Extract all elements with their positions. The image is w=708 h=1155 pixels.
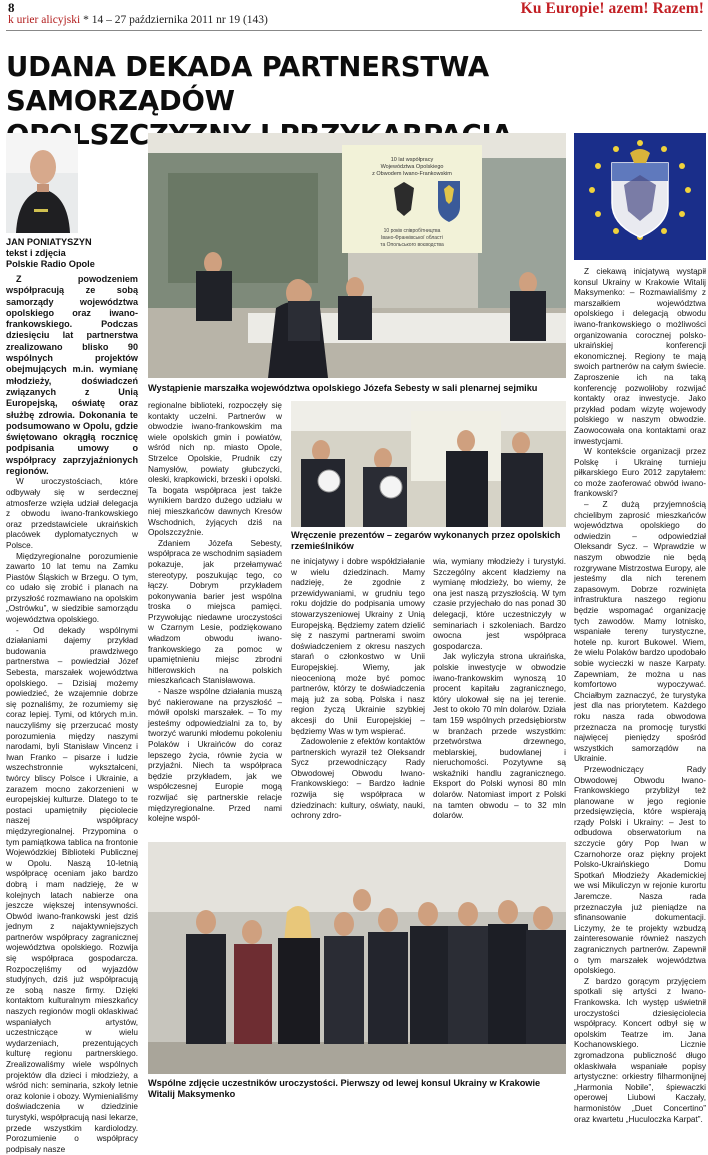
- author-byline: [6, 237, 95, 270]
- article-lead: Z powodzeniem współpracują ze sobą samorządy województwa opolskiego oraz iwano-frankowskiego. Podczas dziesięciu lat partnerstwa zrealizowano blisko 90 wspólnych projektów obejmujących m.in. wymianę młodzieży, doświadczeń związanych z Unią Europejską, oświatę oraz służbę zdrowia. Dokonania te podsumowano w Opolu, gdzie świętowano okrągłą rocznicę podpisania umowy o współpracy zaprzyjaźnionych regionów.: [6, 274, 138, 477]
- paper-name: k urier alicyjski: [8, 14, 81, 26]
- banner-text-3: z Obwodem Iwano-Frankowskim: [372, 171, 452, 177]
- article-column-2: [148, 401, 282, 838]
- paragraph: W kontekście organizacji przez Polskę i Ukrainę turnieju piłkarskiego Euro 2012 zapytałem: co może zaoferować obwód iwano-frankowski?: [574, 447, 706, 499]
- headline-line-2: OPOLSZCZYZNY: [6, 119, 251, 151]
- paragraph: – Z dużą przyjemnością chcielibym zaprosić mieszkańców województwa opolskiego do odwiedzin – odpowiedział Oleksandr Sycz. – Wprawdzie w naszym obwodzie nie będą rozgrywane Mistrzostwa Europy, ale jesteśmy dla nich terenem zapasowym. Dobrze rozwinięta infrastruktura naszego regionu będzie wspomagać organizację tych zawodów. Mamy lotnisko, wspaniałe tereny turystyczne, hotele np. kurort Bukowel. Wiem, że wielu Polaków bardzo upodobało sobie wycieczki w nasze Karpaty. Zapewniam, że można u nas komfortowo wypoczywać. Chciałbym zaznaczyć, że turystyka jest dla nas priorytetem. Każdego roku nasza rada obwodowa przeznacza na promocję turystki najwięcej pieniędzy spośród wszystkich samorządów na Ukrainie.: [574, 500, 706, 764]
- author-portrait: [6, 133, 78, 233]
- author-name: JAN PONIATYSZYN: [6, 237, 92, 247]
- banner-text-5: Івано-Франківської області: [381, 235, 443, 241]
- paper-masthead: [8, 14, 268, 26]
- paragraph: - Od dekady wspólnymi działaniami dajemy przykład budowania prawdziwego partnerstwa – powiedział Józef Sebesta, marszałek województwa opolskiego. – Dzisiaj możemy powiedzieć, że wzajemnie dobrze się poznaliśmy, że rozumiemy się coraz lepiej. Tymi, od których m.in. nauczyliśmy się przerzucać mosty porozumienia między naszymi narodami, byli Stanisław Vincenz i Iwan Franko – pisarze i ludzie wszechstronnie wykształceni, twórcy bliscy Polsce i Ukrainie, a zarazem mocno zakorzenieni w europejskiej kulturze. Dlatego to te postaci upamiętniły pięciolecie naszej współpracy międzyregionalnej. Przypomina o tym pamiątkowa tablica na frontonie Wojewódzkiej Biblioteki Publicznej w Opolu. Naszą 10-letnią współpracę oceniam jako bardzo dobrą i mam nadzieję, że w kolejnych latach nabierze ona jeszcze większej intensywności. Obwód iwano-frankowski jest dziś jednym z najaktywniejszych partnerów współpracy zagranicznej województwa opolskiego. Rozwija się współpraca gospodarcza. Rozpoczęliśmy od wyjazdów studyjnych, dziś już współpracują ze sobą nasze firmy. Dzięki kontaktom kulturalnym mieszkańcy naszych regionów mogli oklaskiwać wspaniałych artystów, uczestniczące w wielu wydarzeniach, prezentujących kulturę regionu partnerskiego. Zrealizowaliśmy wiele wspólnych projektów dla dzieci i młodzieży, a wśród nich: seminaria, szkoły letnie oraz kolonie i obozy. Wymienialiśmy doświadczenia w dziedzinie turystyki, współpracują nasi lekarze, przede wszystkim kardiolodzy. Porozumienie o współpracy podpisały nasze: [6, 625, 138, 1154]
- section-slogan: Ku Europie! azem! Razem!: [520, 0, 704, 17]
- article-column-3: [291, 557, 425, 838]
- caption-group: Wspólne zdjęcie uczestników uroczystości. Pierwszy od lewej konsul Ukrainy w Krakowie Witalij Maksymenko: [148, 1078, 541, 1099]
- page-number: 8: [8, 0, 15, 15]
- paragraph: Z bardzo gorącym przyjęciem spotkali się artyści z Iwano-Frankowska. Ich występ uświetnił uroczystości dziesięciolecia współpracy. Koncert odbył się w opolskim Teatrze im. Jana Kochanowskiego. Licznie zgromadzona publiczność długo oklaskiwała wspaniałe popisy artystyczne: orkiestry filharmonijnej „Harmonia Nobile”, śpiewaczki operowej Liubowi Kaczały, harmonistów „Duet Concertino” oraz kwartetu „Huculoczka Karpat”.: [574, 976, 706, 1124]
- article-column-1: [6, 274, 138, 1154]
- paragraph: W uroczystościach, które odbywały się w serdecznej atmosferze wzięła udział delegacja z obwodu iwano-frankowskiego oraz przedstawiciele ukraińskich placówek dyplomatycznych w Polsce.: [6, 477, 138, 550]
- page-header: [0, 0, 708, 30]
- header-divider: [6, 30, 702, 31]
- paragraph: Z ciekawą inicjatywą wystąpił konsul Ukrainy w Krakowie Witalij Maksymenko: – Rozmawialiśmy z marszałkiem województwa opolskiego i delegacją obwodu iwano-frankowskiego o możliwości organizowania corocznej polsko-ukraińskiej konferencji ekonomicznej. Regiony te mają swoich partnerów na całym świecie. Zaproszenie ich na taką konferencję pozwoliłoby rozwijać kontakty oraz inwestycje. Jako przykład podam wizytę wojewody polskiego w naszym obwodzie. Zaowocowała ona kontaktami oraz inwestycjami.: [574, 267, 706, 446]
- article-column-4: [433, 557, 566, 838]
- banner-text-1: 10 lat współpracy: [390, 157, 434, 163]
- caption-plenary-hall: Wystąpienie marszałka województwa opolskiego Józefa Sebesty w sali plenarnej sejmiku: [148, 383, 538, 393]
- paragraph: Przewodniczący Rady Obwodowej Obwodu Iwano-Frankowskiego przybliżył też planowane w jego regionie przedsięwzięcia, które wspierają rządy Polski i Ukrainy: – Jest to odbudowa obserwatorium na szczycie góry Pop Iwan w Czarnohorze oraz piękny projekt Polsko-Ukraińskiego Domu Spotkań Młodzieży Akademickiej we wsi Mikuliczyn w rejonie kurortu Jaremcze. Nasza rada przeznaczyła już pieniądze na sfinansowanie dokumentacji. Liczymy, że te projekty wzbudzą zainteresowanie również naszych zagranicznych partnerów. Zapewnił o tym marszałek województwa opolskiego.: [574, 764, 706, 976]
- headline-line-1: UDANA DEKADA PARTNERSTWA SAMORZĄDÓW: [6, 51, 489, 117]
- banner-text-4: 10 років співробітництва: [383, 228, 441, 234]
- paragraph: Międzyregionalne porozumienie zawarto 10 lat temu na Zamku Piastów Śląskich w Brzegu. O tym, co udało się zrobić i planach na przyszłość rozmawiano na opolskim „Ostrówku”, w siedzibie samorządu województwa opolskiego.: [6, 551, 138, 625]
- paragraph: ne inicjatywy i dobre współdziałanie w wielu dziedzinach. Mamy nadzieję, że zgodnie z przewidywaniami, w grudniu tego roku dojdzie do podpisania umowy stowarzyszeniowej Ukrainy z Unią Europejską. Będziemy zatem dzielić się z naszymi partnerami swoim doświadczeniem z okresu naszych starań o członkostwo w Unii Europejskiej. Wiemy, jak nieocenioną może być pomoc partnerów, którzy te doświadczenia mają już za sobą. Polska i nasz region życzą Ukrainie szybkiej akcesji do Unii Europejskiej – będziemy Was w tym wspierać.: [291, 557, 425, 736]
- paragraph: regionalne biblioteki, rozpoczęły się kontakty uczelni. Partnerów w obwodzie iwano-frankowskim ma wiele opolskich gmin i powiatów, wśród nich np. miasto Opole, Strzelce Opolskie, Prudnik czy Namysłów, powiaty głubczycki, oleski, krapkowicki, brzeski i opolski. Ta bogata współpraca jest także wynikiem bardzo dużego udziału w niej mieszkańców dawnych Kresów Wschodnich, żyjących dziś na Opolszczyźnie.: [148, 401, 282, 538]
- banner-text-6: та Опольського воєводства: [380, 242, 444, 248]
- issue-info: * 14 – 27 października 2011 nr 19 (143): [83, 14, 268, 26]
- photo-plenary-hall: [148, 133, 566, 378]
- article-column-5: [574, 267, 706, 1124]
- paragraph: Jak wyliczyła strona ukraińska, polskie inwestycje w obwodzie iwano-frankowskim wynoszą 10 procent kapitału zagranicznego, który ulokował się na jej terenie. Jest to około 70 mln dolarów. Działa tam 159 wspólnych przedsiębiorstw w branżach przede wszystkim: przetwórstwa drzewnego, meblarskiej, budowlanej i nieruchomości. Pozytywne są wskaźniki handlu zagranicznego. Eksport do Polski wynosi 80 mln dolarów. Natomiast import z Polski na tamten obwodu – to 32 mln dolarów.: [433, 652, 566, 821]
- coat-of-arms-image: [574, 133, 706, 260]
- author-role: tekst i zdjęcia: [6, 248, 66, 258]
- paragraph: wia, wymiany młodzieży i turystyki. Szczególny akcent kładziemy na wymianę młodzieży, bo wiemy, że ona jest naszą przyszłością. W tym czasie przyjechało do nas ponad 30 delegacji, które uczestniczyły w seminariach i szkoleniach. Bardzo owocna jest współpraca gospodarcza.: [433, 557, 566, 651]
- photo-group: [148, 842, 566, 1074]
- paragraph: Zadowolenie z efektów kontaktów partnerskich wyraził też Oleksandr Sycz przewodniczący Rady Obwodowej Obwodu Iwano-Frankowskiego: – Bardzo ładnie rozwija się współpraca w dziedzinach: kultury, oświaty, nauki, ochrony zdro-: [291, 737, 425, 821]
- author-outlet: Polskie Radio Opole: [6, 259, 95, 269]
- photo-gifts-ceremony: [291, 401, 566, 527]
- paragraph: Zdaniem Józefa Sebesty, współpraca ze wschodnim sąsiadem pokazuje, jak przełamywać stereotypy, poszukując tego, co łączy. Dobrym przykładem pokonywania barier jest wspólna troska o miejsca pamięci. Przywołując niedawne uroczystości w Czarnym Lesie, podziękowano władzom obwodu iwano-frankowskiego za pomoc w upamiętnieniu miejsc zbrodni hitlerowskich na polskich mieszkańcach Stanisławowa.: [148, 538, 282, 686]
- paragraph: - Nasze wspólne działania muszą być nakierowane na przyszłość – mówił opolski marszałek. – To my jesteśmy odpowiedzialni za to, by tworzyć warunki młodemu pokoleniu Polaków i Ukraińców do coraz lepszego życia, równie życia w przyjaźni. Niech ta współpraca będzie przykładem, jak we współczesnej Europie mogą rozwijać się partnerskie relacje międzyregionalne. Przed nami kolejne wspól-: [148, 687, 282, 824]
- caption-gifts: Wręczenie prezentów – zegarów wykonanych przez opolskich rzemieślników: [291, 530, 561, 551]
- banner-text-2: Województwa Opolskiego: [380, 164, 444, 170]
